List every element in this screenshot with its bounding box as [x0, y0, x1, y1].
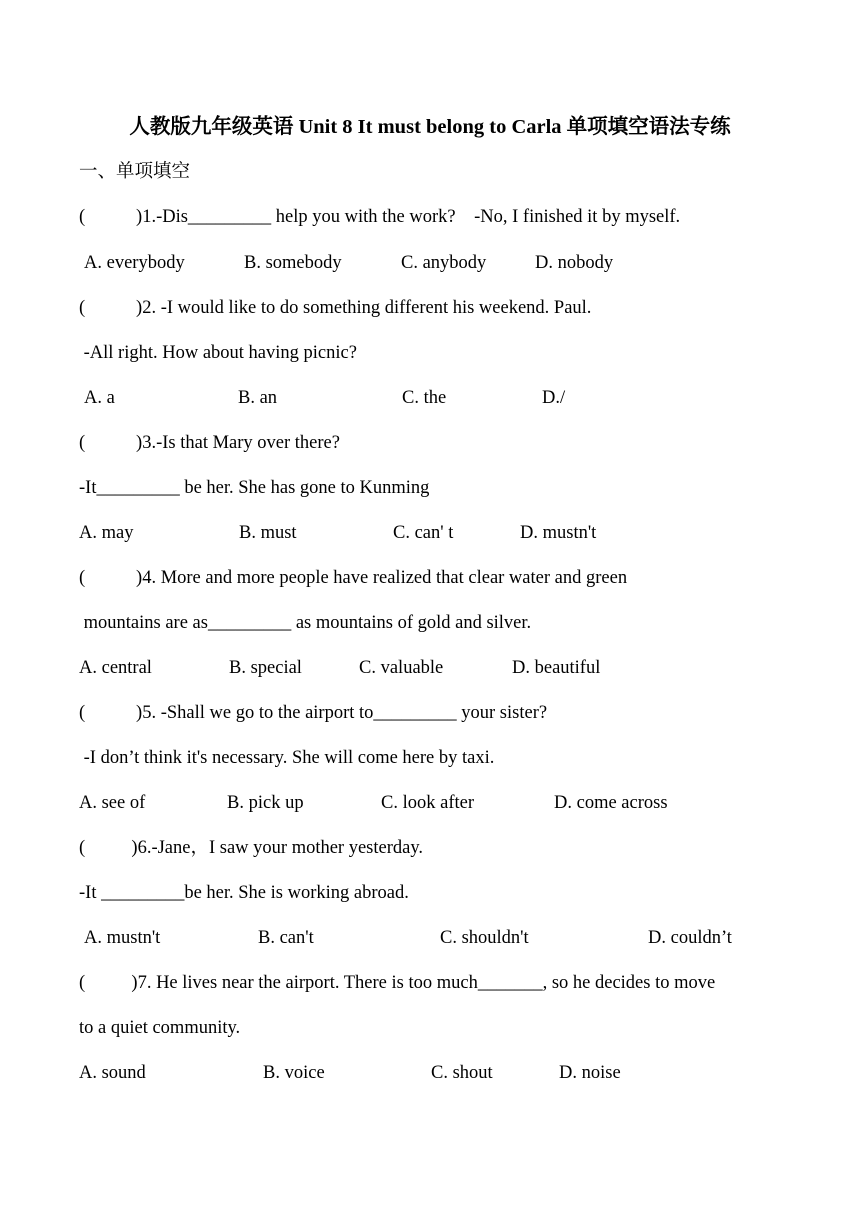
- question-line: ( )4. More and more people have realized that clear water and green: [79, 568, 628, 588]
- question-line: ( )7. He lives near the airport. There is too much_______, so he decides to move: [79, 973, 716, 993]
- option-d: D. come across: [554, 793, 668, 813]
- question-line: -It _________be her. She is working abroad.: [79, 883, 409, 903]
- question-line: -It_________ be her. She has gone to Kunming: [79, 478, 430, 498]
- question-line: mountains are as_________ as mountains of gold and silver.: [79, 613, 532, 633]
- option-a: A. a: [84, 388, 115, 408]
- option-b: B. an: [238, 388, 278, 408]
- option-a: A. sound: [79, 1063, 146, 1083]
- option-b: B. pick up: [227, 793, 304, 813]
- option-c: C. can' t: [393, 523, 454, 543]
- option-c: C. shout: [431, 1063, 493, 1083]
- option-a: A. mustn't: [84, 928, 161, 948]
- option-b: B. voice: [263, 1063, 325, 1083]
- option-b: B. can't: [258, 928, 314, 948]
- option-a: A. may: [79, 523, 134, 543]
- option-b: B. somebody: [244, 253, 342, 273]
- option-c: C. shouldn't: [440, 928, 529, 948]
- option-b: B. must: [239, 523, 297, 543]
- option-b: B. special: [229, 658, 302, 678]
- question-line: ( )5. -Shall we go to the airport to_________ your sister?: [79, 703, 548, 723]
- question-line: ( )6.-Jane，I saw your mother yesterday.: [79, 838, 424, 858]
- option-d: D. couldn’t: [648, 928, 732, 948]
- section-heading: 一、单项填空: [79, 162, 191, 182]
- option-d: D. beautiful: [512, 658, 601, 678]
- question-line: ( )1.-Dis_________ help you with the work? -No, I finished it by myself.: [79, 207, 681, 227]
- option-d: D. nobody: [535, 253, 614, 273]
- option-a: A. see of: [79, 793, 146, 813]
- option-a: A. central: [79, 658, 152, 678]
- question-line: to a quiet community.: [79, 1018, 241, 1038]
- option-c: C. look after: [381, 793, 474, 813]
- option-d: D. mustn't: [520, 523, 597, 543]
- question-line: -I don’t think it's necessary. She will come here by taxi.: [79, 748, 495, 768]
- option-a: A. everybody: [84, 253, 185, 273]
- question-line: ( )2. -I would like to do something different his weekend. Paul.: [79, 298, 592, 318]
- option-c: C. the: [402, 388, 447, 408]
- question-line: ( )3.-Is that Mary over there?: [79, 433, 340, 453]
- option-c: C. anybody: [401, 253, 487, 273]
- page-title: 人教版九年级英语 Unit 8 It must belong to Carla 单项填空语法专练: [129, 116, 731, 138]
- option-d: D./: [542, 388, 566, 408]
- option-d: D. noise: [559, 1063, 621, 1083]
- question-line: -All right. How about having picnic?: [79, 343, 357, 363]
- option-c: C. valuable: [359, 658, 444, 678]
